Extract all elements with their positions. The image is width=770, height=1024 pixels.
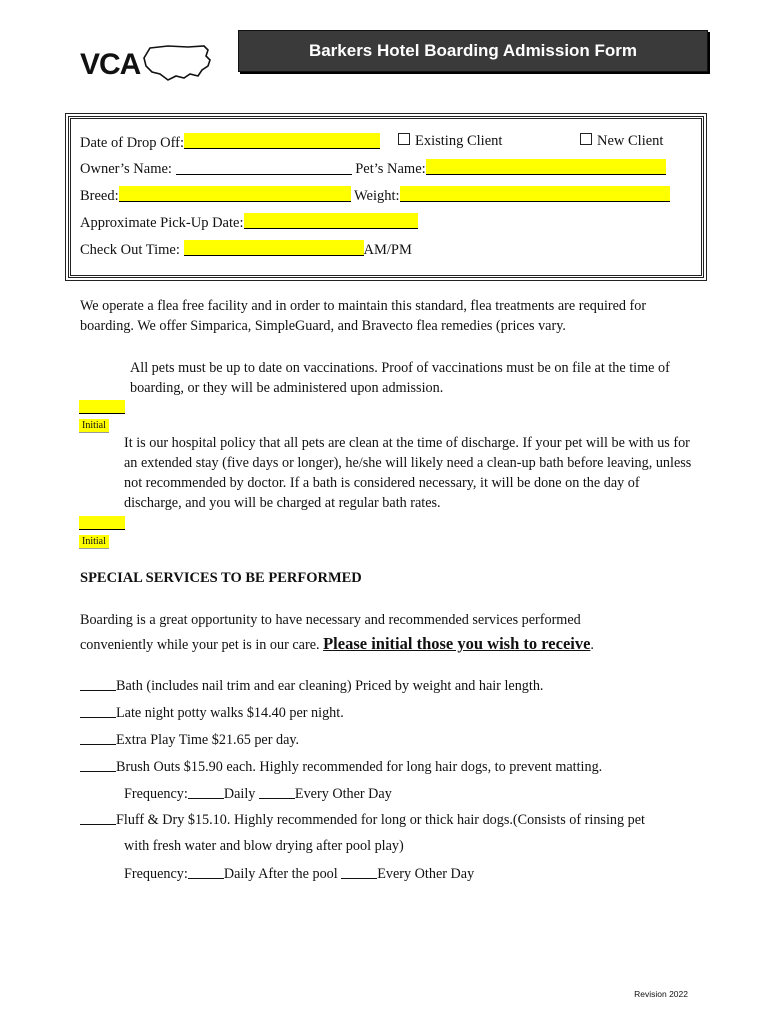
new-client-option[interactable]: [580, 133, 663, 150]
drop-off-field[interactable]: [184, 133, 380, 149]
service-play: [80, 731, 299, 749]
vaccination-initial-label: Initial: [79, 419, 109, 433]
brush-daily-label: Daily: [223, 786, 256, 802]
cleanliness-initial-label: Initial: [79, 535, 109, 549]
services-intro-line2: [80, 634, 594, 654]
form-title-banner: [238, 30, 708, 72]
svg-text:VCA: VCA: [80, 48, 141, 81]
weight-field[interactable]: [400, 186, 670, 202]
services-intro-line1: Boarding is a great opportunity to have necessary and recommended services performed: [80, 612, 581, 628]
pet-label: Pet’s Name:: [355, 161, 426, 177]
breed-row: [80, 186, 670, 205]
special-services-heading: SPECIAL SERVICES TO BE PERFORMED: [80, 570, 362, 586]
checkout-field[interactable]: [184, 240, 364, 256]
brush-initial-field[interactable]: [80, 758, 116, 772]
service-potty: [80, 704, 344, 722]
potty-label: Late night potty walks $14.40 per night.: [116, 705, 344, 721]
existing-client-checkbox[interactable]: [398, 133, 410, 145]
service-fluff: [80, 811, 645, 829]
services-intro-end: .: [590, 637, 594, 653]
breed-label: Breed:: [80, 188, 119, 204]
existing-client-option[interactable]: [398, 133, 502, 150]
fluff-label: Fluff & Dry $15.10. Highly recommended for long or thick hair dogs.(Consists of rinsing pet: [116, 812, 645, 828]
services-intro-text: conveniently while your pet is in our care.: [80, 637, 320, 653]
brush-label: Brush Outs $15.90 each. Highly recommended for long hair dogs, to prevent matting.: [116, 759, 603, 775]
cleanliness-initial-field[interactable]: [79, 516, 125, 530]
cleanliness-policy-text: It is our hospital policy that all pets are clean at the time of discharge. If your pet will be with us for an extended stay (five days or longer), he/she will likely need a clean-up bath before leaving, unless not recommended by doctor. If a bath is considered necessary, it will be done on the day of discharge, and you will be charged at regular bath rates.: [124, 435, 692, 511]
brush-frequency-row: [124, 785, 392, 803]
fluff-continuation: with fresh water and blow drying after pool play): [124, 838, 404, 854]
drop-off-label: Date of Drop Off:: [80, 135, 185, 151]
potty-initial-field[interactable]: [80, 704, 116, 718]
checkout-suffix: AM/PM: [363, 242, 412, 258]
owner-field[interactable]: [176, 159, 352, 175]
weight-label: Weight:: [354, 188, 400, 204]
brush-frequency-label: Frequency:: [124, 786, 188, 802]
fluff-other-day-label: Every Other Day: [377, 866, 475, 882]
pet-field[interactable]: [426, 159, 666, 175]
pickup-label: Approximate Pick-Up Date:: [80, 215, 244, 231]
new-client-label: New Client: [597, 133, 664, 149]
new-client-checkbox[interactable]: [580, 133, 592, 145]
pickup-field[interactable]: [244, 213, 418, 229]
drop-off-row: [80, 133, 380, 152]
bath-label: Bath (includes nail trim and ear cleaning) Priced by weight and hair length.: [116, 678, 544, 694]
service-bath: [80, 677, 543, 695]
fluff-daily-field[interactable]: [188, 865, 224, 879]
owner-row: [80, 159, 666, 178]
pickup-row: [80, 213, 418, 232]
flea-policy-text: We operate a flea free facility and in order to maintain this standard, flea treatments are required for boarding. We offer Simparica, SimpleGuard, and Bravecto flea remedies (prices vary.: [80, 298, 647, 334]
brush-other-day-field[interactable]: [259, 785, 295, 799]
brush-other-day-label: Every Other Day: [294, 786, 392, 802]
fluff-other-day-field[interactable]: [341, 865, 377, 879]
service-brush: [80, 758, 602, 776]
vca-logo: [80, 44, 212, 84]
fluff-daily-label: Daily After the pool: [223, 866, 338, 882]
checkout-label: Check Out Time:: [80, 242, 180, 258]
vca-logo-graphic: [80, 44, 212, 84]
brush-daily-field[interactable]: [188, 785, 224, 799]
fluff-initial-field[interactable]: [80, 811, 116, 825]
breed-field[interactable]: [119, 186, 351, 202]
vaccination-policy-text: All pets must be up to date on vaccinations. Proof of vaccinations must be on file at the time of boarding, or they will be administered upon admission.: [130, 360, 670, 396]
revision-note: Revision 2022: [634, 989, 688, 999]
fluff-frequency-row: [124, 865, 474, 883]
vaccination-initial-field[interactable]: [79, 400, 125, 414]
play-label: Extra Play Time $21.65 per day.: [116, 732, 300, 748]
form-title: Barkers Hotel Boarding Admission Form: [308, 41, 638, 60]
fluff-frequency-label: Frequency:: [124, 866, 188, 882]
checkout-row: [80, 240, 412, 259]
bath-initial-field[interactable]: [80, 677, 116, 691]
play-initial-field[interactable]: [80, 731, 116, 745]
owner-label: Owner’s Name:: [80, 161, 172, 177]
services-intro-emphasis: Please initial those you wish to receive: [323, 634, 591, 653]
existing-client-label: Existing Client: [415, 133, 503, 149]
